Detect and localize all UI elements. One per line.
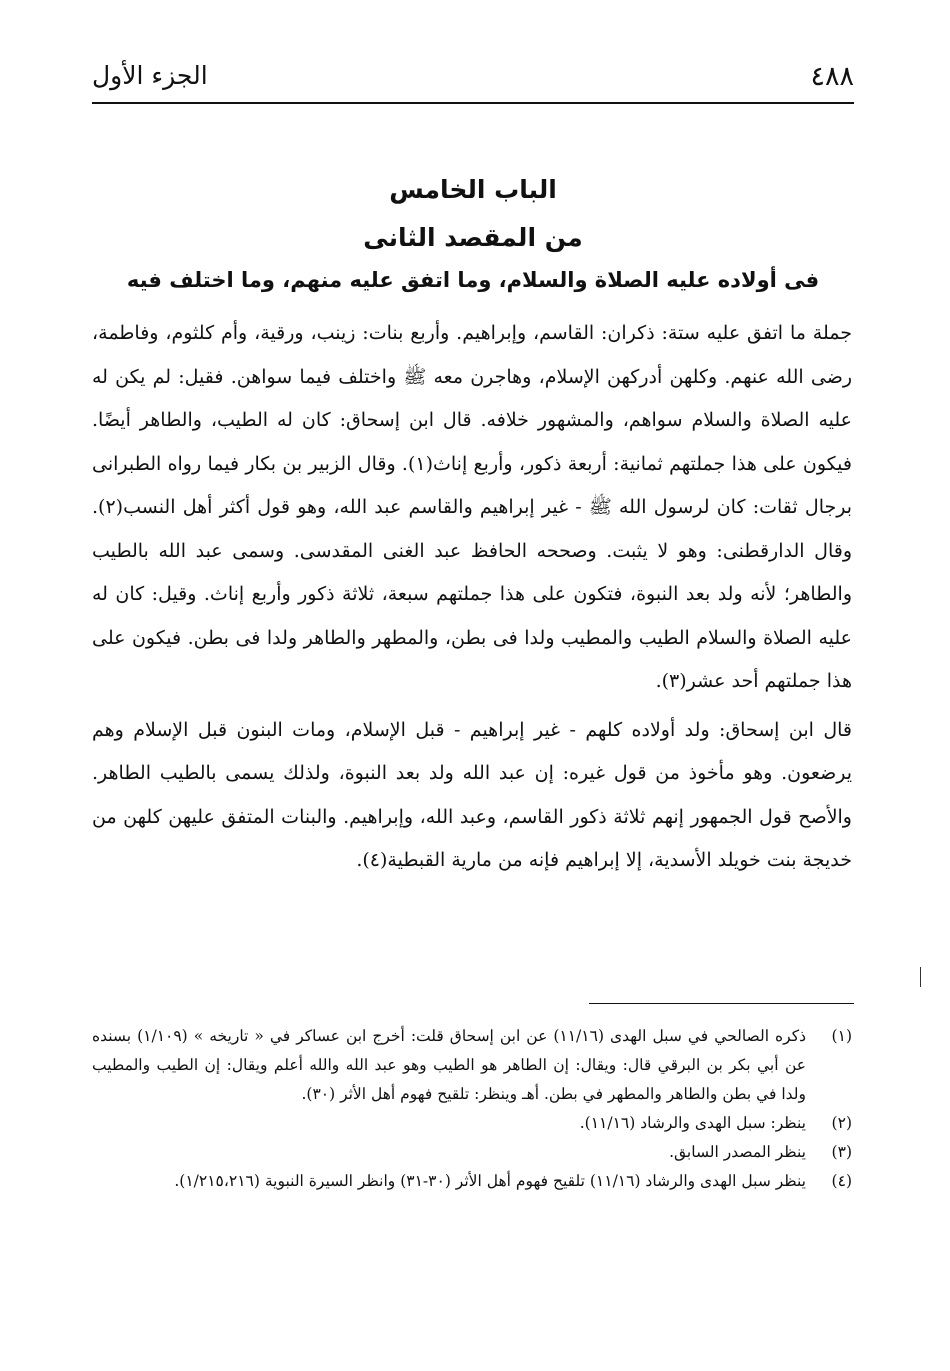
footnote [92,1138,852,1167]
footnote [92,1109,852,1138]
main-text [92,312,852,883]
footnotes [92,1022,852,1196]
book-part-title: الجزء الأول [92,61,208,90]
footnote-marker: (١) [831,1027,852,1045]
footnote-marker: (٢) [831,1114,852,1132]
footnote-text: ذكره الصالحي في سبل الهدى (١١/١٦) عن ابن إسحاق قلت: أخرج ابن عساكر في « تاريخه » (١/١٠٩) بسنده عن أبي بكر بن البرقي قال: ويقال: إن الطاهر هو الطيب وهو عبد الله والله أعلم ويقال: إن الطيب والمطيب ولدا في بطن والطاهر والمطهر في بطن. أهـ وينظر: تلقيح فهوم أهل الأثر (٣٠). [92,1027,806,1103]
footnote [92,1167,852,1196]
chapter-subtitle: من المقصد الثانى [363,223,583,252]
footnote-separator [589,1003,854,1004]
paragraph-2: قال ابن إسحاق: ولد أولاده كلهم - غير إبراهيم - قبل الإسلام، ومات البنون قبل الإسلام وهم يرضعون. وهو مأخوذ من قول غيره: إن عبد الله ولد بعد النبوة، ولذلك يسمى بالطيب الطاهر. والأصح قول الجمهور إنهم ثلاثة ذكور القاسم، وعبد الله، وإبراهيم. والبنات المتفق عليهن كلهن من خديجة بنت خويلد الأسدية، إلا إبراهيم فإنه من مارية القبطية(٤). [92,718,852,871]
footnote-marker: (٣) [831,1143,852,1161]
running-header [92,55,854,101]
header-rule [92,102,854,104]
footnote [92,1022,852,1109]
footnote-marker: (٤) [831,1172,852,1190]
page-number: ٤٨٨ [810,61,854,92]
margin-mark [920,967,921,987]
chapter-title: الباب الخامس [389,175,557,204]
footnote-text: ينظر المصدر السابق. [669,1143,806,1161]
footnote-text: ينظر: سبل الهدى والرشاد (١١/١٦). [579,1114,806,1132]
footnote-text: ينظر سبل الهدى والرشاد (١١/١٦) تلقيح فهوم أهل الأثر (٣٠-٣١) وانظر السيرة النبوية (١/٢١٥،٢١٦). [174,1172,806,1190]
chapter-topic: فى أولاده عليه الصلاة والسلام، وما اتفق عليه منهم، وما اختلف فيه [126,268,820,292]
paragraph-1: جملة ما اتفق عليه ستة: ذكران: القاسم، وإبراهيم. وأربع بنات: زينب، ورقية، وأم كلثوم، وفاطمة، رضى الله عنهم. وكلهن أدركهن الإسلام، وهاجرن معه ﷺ واختلف فيما سواهن. فقيل: لم يكن له عليه الصلاة والسلام سواهم، والمشهور خلافه. قال ابن إسحاق: كان له الطيب، والطاهر أيضًا. فيكون على هذا جملتهم ثمانية: أربعة ذكور، وأربع إناث(١). وقال الزبير بن بكار فيما رواه الطبرانى برجال ثقات: كان لرسول الله ﷺ - غير إبراهيم والقاسم عبد الله، وهو قول أكثر أهل النسب(٢). وقال الدارقطنى: وهو لا يثبت. وصححه الحافظ عبد الغنى المقدسى. وسمى عبد الله بالطيب والطاهر؛ لأنه ولد بعد النبوة، فتكون على هذا جملتهم سبعة، ثلاثة ذكور وأربع إناث. وقيل: كان له عليه الصلاة والسلام الطيب والمطيب ولدا فى بطن، والمطهر والطاهر ولدا فى بطن. فيكون على هذا جملتهم أحد عشر(٣). [92,322,852,692]
